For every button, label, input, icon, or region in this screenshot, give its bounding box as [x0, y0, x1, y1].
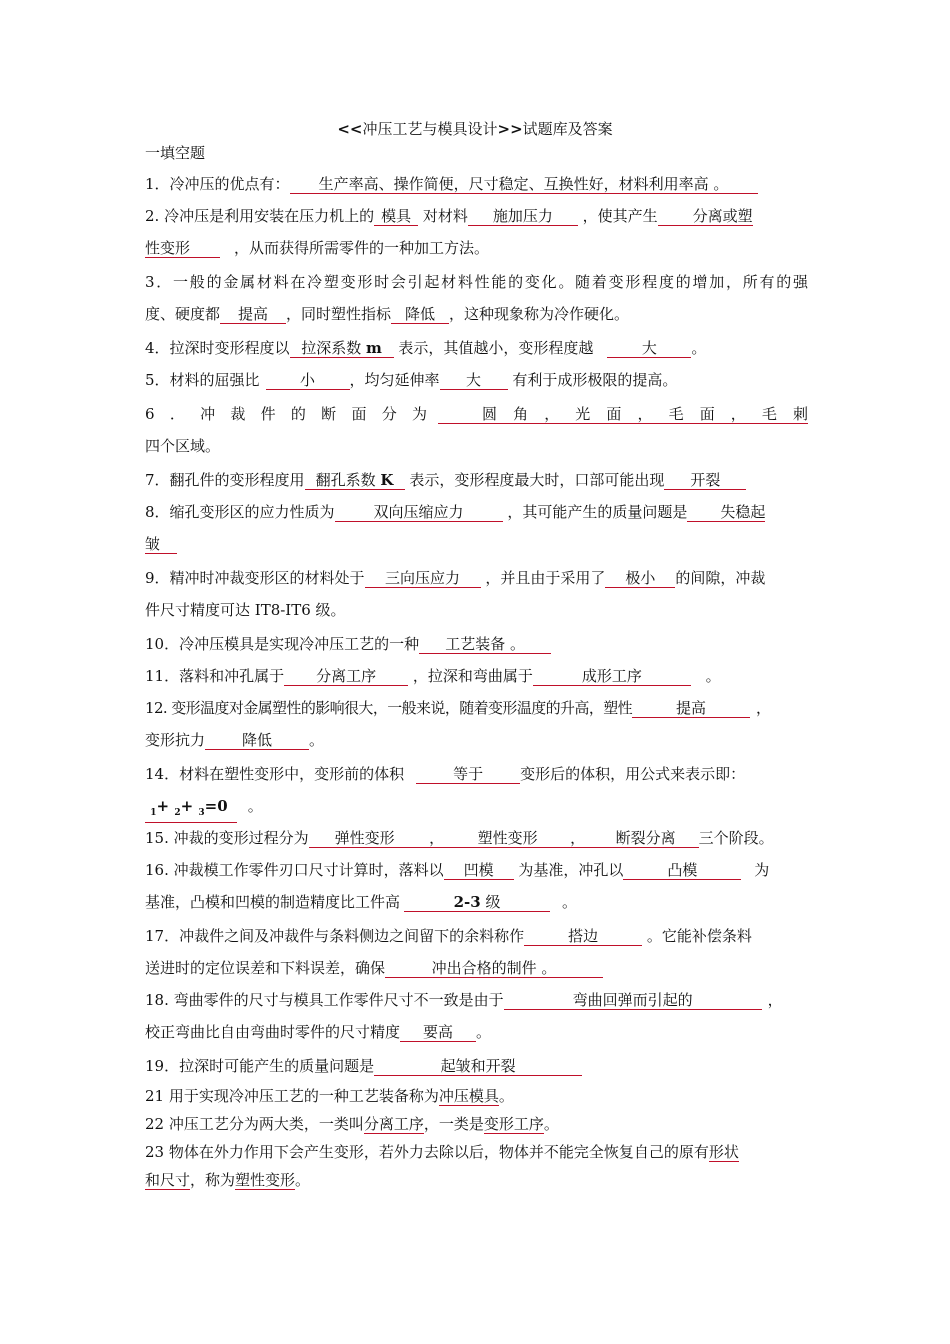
question-11: 11．落料和冲孔属于 分离工序 ，拉深和弯曲属于 成形工序 。	[145, 667, 721, 685]
answer-2b: 施加压力	[468, 207, 578, 226]
question-18-cont: 校正弯曲比自由弯曲时零件的尺寸精度 要高 。	[145, 1023, 492, 1041]
answer-9a: 三向压应力	[365, 569, 481, 588]
question-17-cont: 送进时的定位误差和下料误差，确保 冲出合格的制件 。	[145, 958, 808, 978]
answer-15b: 塑性变形	[453, 829, 563, 848]
answer-16c: 2-3 级	[404, 893, 550, 912]
question-8-cont	[145, 534, 808, 554]
question-6: 6．冲裁件的断面分为 圆角，光面，毛面，毛刺	[145, 405, 808, 423]
question-2-cont: 性变形 ，从而获得所需零件的一种加工方法。	[145, 239, 490, 257]
question-7: 7．翻孔件的变形程度用 翻孔系数 K 表示，变形程度最大时，口部可能出现 开裂	[145, 470, 808, 490]
formula: $_1$+ $_2$+ $_3$=0	[145, 797, 237, 823]
question-18: 18. 弯曲零件的尺寸与模具工作零件尺寸不一致是由于 弯曲回弹而引起的 ，	[145, 991, 783, 1009]
question-12-cont: 变形抗力 降低 。	[145, 731, 325, 749]
answer-8a: 双向压缩应力	[335, 503, 503, 522]
answer-10: 工艺装备 。	[419, 635, 551, 654]
question-15: 15. 冲裁的变形过程分为 弹性变形 ， 塑性变形 ， 断裂分离 三个阶段。	[145, 829, 774, 847]
answer-5b: 大	[440, 371, 508, 390]
answer-14: 等于	[416, 765, 520, 784]
answer-8b: 失稳起	[687, 503, 765, 522]
answer-15c: 断裂分离	[593, 829, 699, 848]
answer-21: 冲压模具	[438, 1087, 499, 1105]
section-heading: 一填空题	[145, 144, 206, 162]
answer-3b: 降低	[391, 305, 449, 324]
answer-12a: 提高	[632, 699, 750, 718]
answer-23b: 塑性变形	[235, 1171, 296, 1189]
answer-12b: 降低	[205, 731, 309, 750]
answer-19: 起皱和开裂	[374, 1057, 582, 1076]
answer-16b: 凸模	[623, 861, 741, 880]
answer-2c-cont: 性变形	[145, 239, 220, 258]
question-12: 12. 变形温度对金属塑性的影响很大，一般来说，随着变形温度的升高，塑性 提高 ，	[145, 699, 772, 717]
answer-16a: 凹模	[444, 861, 514, 880]
question-17: 17．冲裁件之间及冲裁件与条料侧边之间留下的余料称作 搭边 。它能补偿条料	[145, 927, 752, 945]
question-19: 19．拉深时可能产生的质量问题是 起皱和开裂	[145, 1056, 808, 1076]
question-3-cont: 度、硬度都 提高 ，同时塑性指标 降低 ，这种现象称为冷作硬化。	[145, 305, 630, 323]
question-10: 10．冷冲压模具是实现冷冲压工艺的一种 工艺装备 。	[145, 634, 808, 654]
question-23-cont: 和尺寸，称为塑性变形。	[145, 1171, 311, 1189]
question-9-cont: 件尺寸精度可达 IT8-IT6 级。	[145, 601, 346, 619]
question-22: 22 冲压工艺分为两大类，一类叫分离工序，一类是变形工序。	[145, 1115, 559, 1133]
answer-18b: 要高	[400, 1023, 476, 1042]
question-8: 8．缩孔变形区的应力性质为 双向压缩应力 ，其可能产生的质量问题是 失稳起	[145, 503, 766, 521]
answer-22a: 分离工序	[363, 1115, 424, 1133]
question-16-cont: 基准，凸模和凹模的制造精度比工件高 2-3 级 。	[145, 893, 578, 911]
answer-17b: 冲出合格的制件 。	[385, 959, 603, 978]
answer-8b-cont: 皱	[145, 535, 177, 554]
answer-5a: 小	[266, 371, 350, 390]
answer-15a: 弹性变形	[309, 829, 421, 848]
answer-7a: 翻孔系数 K	[305, 471, 405, 490]
answer-3a: 提高	[220, 305, 286, 324]
question-1: 1．冷冲压的优点有： 生产率高、操作简便，尺寸稳定、互换性好，材料利用率高 。	[145, 174, 808, 194]
answer-2c: 分离或塑	[658, 207, 753, 226]
answer-9b: 极小	[605, 569, 675, 588]
question-5: 5．材料的屈强比 小 ，均匀延伸率 大 有利于成形极限的提高。	[145, 371, 678, 389]
answer-11b: 成形工序	[533, 667, 691, 686]
answer-4a: 拉深系数 m	[290, 339, 394, 358]
answer-1: 生产率高、操作简便，尺寸稳定、互换性好，材料利用率高 。	[290, 175, 758, 194]
answer-11a: 分离工序	[284, 667, 408, 686]
question-4: 4．拉深时变形程度以 拉深系数 m 表示，其值越小，变形程度越 大 。	[145, 339, 707, 357]
answer-2a: 模具	[374, 207, 418, 226]
document-title: <<冲压工艺与模具设计>>试题库及答案	[337, 120, 613, 138]
question-3: 3．一般的金属材料在冷塑变形时会引起材料性能的变化。随着变形程度的增加，所有的强	[145, 273, 808, 291]
question-14-formula: $_1$+ $_2$+ $_3$=0 。	[145, 796, 808, 823]
question-9: 9．精冲时冲裁变形区的材料处于 三向压应力 ，并且由于采用了 极小 的间隙，冲裁	[145, 569, 766, 587]
question-14: 14．材料在塑性变形中，变形前的体积 等于 变形后的体积，用公式来表示即：	[145, 765, 746, 783]
question-23: 23 物体在外力作用下会产生变形，若外力去除以后，物体并不能完全恢复自己的原有形状	[145, 1143, 739, 1161]
question-16: 16. 冲裁模工作零件刃口尺寸计算时，落料以 凹模 为基准，冲孔以 凸模 为	[145, 861, 770, 879]
answer-6: 圆角，光面，毛面，毛刺	[438, 405, 808, 424]
answer-22b: 变形工序	[483, 1115, 544, 1133]
answer-17a: 搭边	[524, 927, 642, 946]
answer-4b: 大	[607, 339, 691, 358]
answer-23a: 形状	[708, 1143, 739, 1161]
answer-7b: 开裂	[664, 471, 746, 490]
question-21: 21 用于实现冷冲压工艺的一种工艺装备称为冲压模具。	[145, 1087, 514, 1105]
question-6-cont: 四个区域。	[145, 437, 221, 455]
answer-18a: 弯曲回弹而引起的	[504, 991, 762, 1010]
question-2: 2. 冷冲压是利用安装在压力机上的 模具 对材料 施加压力 ，使其产生 分离或塑	[145, 207, 753, 225]
answer-23a-cont: 和尺寸	[145, 1171, 191, 1189]
